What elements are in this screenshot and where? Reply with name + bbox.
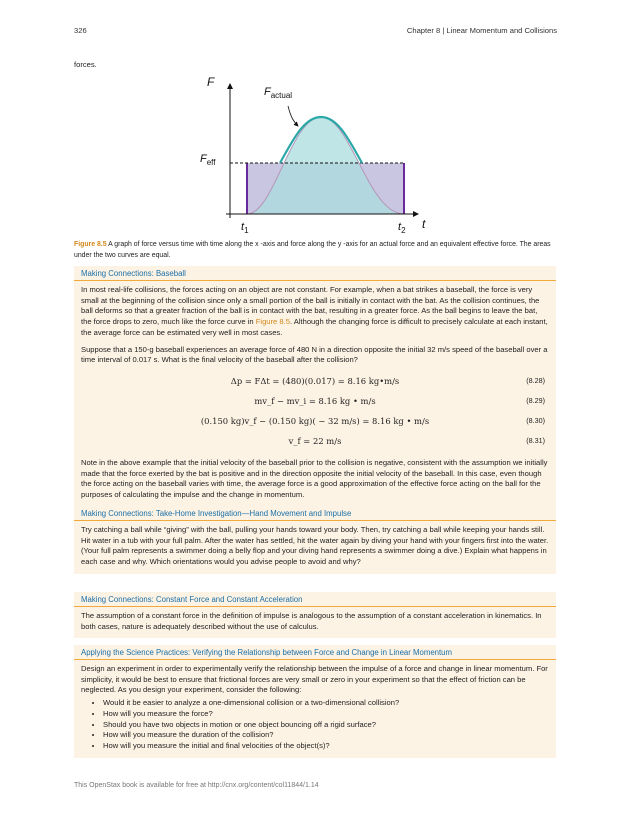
page-footer: This OpenStax book is available for free at http://cnx.org/content/col11844/1.14 <box>74 782 319 789</box>
box-hand-movement <box>74 506 556 574</box>
equation-number: (8.28) <box>526 375 545 385</box>
box-hand-movement-p1: Try catching a ball while “giving” with the ball, pulling your hands toward your body. Then, try catching a ball while keeping your hands still. Hit water in a tub with your full palm. After the water has settled, hit the water again by diving your hand with your fingers first into the water. (Your full palm represents a swimmer doing a belly flop and your diving hand represents a swimmer doing a dive.) Explain what happens in each case and why. Which orientations would you advise people to avoid and why? <box>81 525 549 567</box>
list-item: • How will you measure the initial and final velocities of the object(s)? <box>103 741 549 752</box>
force-time-figure <box>196 70 436 240</box>
box-baseball-p3: Note in the above example that the initial velocity of the baseball prior to the collision is negative, consistent with the assumption we initially made that the force exerted by the bat is positive and in the direction opposite the initial velocity of the baseball. In this case, even though the force acting on the baseball varies with time, the average force is a good approximation of the effective force acting on the ball for the purposes of calculating the impulse and the change in momentum. <box>81 457 548 500</box>
axis-label-f: F <box>207 75 215 89</box>
box-baseball <box>74 266 556 507</box>
box-science-practices-p1: Design an experiment in order to experimentally verify the relationship between the impulse of a force and change in linear momentum. For simplicity, it would be best to ensure that frictional forces are very small or zero in your experiment so that the effect of friction can be neglected. As you design your experiment, consider the following: <box>81 664 548 695</box>
box-baseball-p1-text: In most real-life collisions, the forces acting on an object are not constant. For example, when a bat strikes a baseball, the force is very small at the beginning of the collision since only a small portion of the ball is initially in contact with the bat. As the collision continues, the ball deforms so that a greater fraction of the ball is in contact with the bat, resulting in a greater force. As the ball begins to leave the bat, the force drops to zero, much like the force curve in <box>81 285 540 327</box>
box-baseball-title: Making Connections: Baseball <box>74 266 556 281</box>
list-item: • Should you have two objects in motion or one object bouncing off a rigid surface? <box>103 720 549 731</box>
label-t1: $t_1$ <box>241 221 249 235</box>
equation-8-30 <box>81 412 549 432</box>
box-science-practices <box>74 645 556 758</box>
list-item: • How will you measure the force? <box>103 709 549 720</box>
box-science-practices-title: Applying the Science Practices: Verifying the Relationship between Force and Change in Linear Momentum <box>74 645 556 660</box>
label-feff: $F_{eff}$ <box>200 153 216 167</box>
label-t2: $t_2$ <box>398 221 406 235</box>
box-constant-force <box>74 592 556 638</box>
figure-caption <box>74 239 560 261</box>
factual-pointer <box>288 106 298 126</box>
consider-list <box>81 698 549 752</box>
box-constant-force-p1: The assumption of a constant force in the definition of impulse is analogous to the assumption of a constant acceleration in kinematics. In both cases, nature is adequately described without the use of calculus. <box>81 611 542 631</box>
box-baseball-p1-text-end: . Although the changing force is difficult to precisely calculate at each instant, the average force can be estimated very well in most cases. <box>81 317 548 337</box>
equation-math: Δp = FΔt = (480)(0.017) = 8.16 kg•m/s <box>230 375 400 386</box>
equation-number: (8.29) <box>526 395 545 405</box>
equation-8-31 <box>81 432 549 452</box>
box-hand-movement-title: Making Connections: Take-Home Investigation—Hand Movement and Impulse <box>74 506 556 521</box>
equation-8-29 <box>81 392 549 412</box>
axis-label-t: t <box>422 217 426 231</box>
box-baseball-p1 <box>81 285 549 339</box>
equation-math: mv_f − mv_i = 8.16 kg • m/s <box>254 395 376 406</box>
page-number: 326 <box>74 26 87 35</box>
figure-link[interactable]: Figure 8.5 <box>255 317 290 327</box>
figure-caption-text: A graph of force versus time with time along the x -axis and force along the y -axis for an actual force and an equivalent effective force. The areas under the two curves are equal. <box>74 241 551 259</box>
equation-math: (0.150 kg)v_f − (0.150 kg)( − 32 m/s) = 8.16 kg • m/s <box>200 415 430 426</box>
equation-8-28 <box>81 372 549 392</box>
equation-number: (8.30) <box>526 415 545 425</box>
figure-caption-label: Figure 8.5 <box>74 241 107 248</box>
box-baseball-p2: Suppose that a 150-g baseball experiences an average force of 480 N in a direction opposite the initial 32 m/s speed of the baseball over a time interval of 0.017 s. What is the final velocity of the baseball after the collision? <box>81 344 548 365</box>
intro-text: forces. <box>74 60 97 69</box>
equation-math: v_f = 22 m/s <box>288 435 342 446</box>
box-constant-force-title: Making Connections: Constant Force and Constant Acceleration <box>74 592 556 607</box>
list-item: • Would it be easier to analyze a one-dimensional collision or a two-dimensional collision? <box>103 698 549 709</box>
chapter-title: Chapter 8 | Linear Momentum and Collisions <box>406 26 557 35</box>
list-item: • How will you measure the duration of the collision? <box>103 730 549 741</box>
label-factual: $F_{actual}$ <box>264 86 293 100</box>
equation-number: (8.31) <box>526 435 545 445</box>
